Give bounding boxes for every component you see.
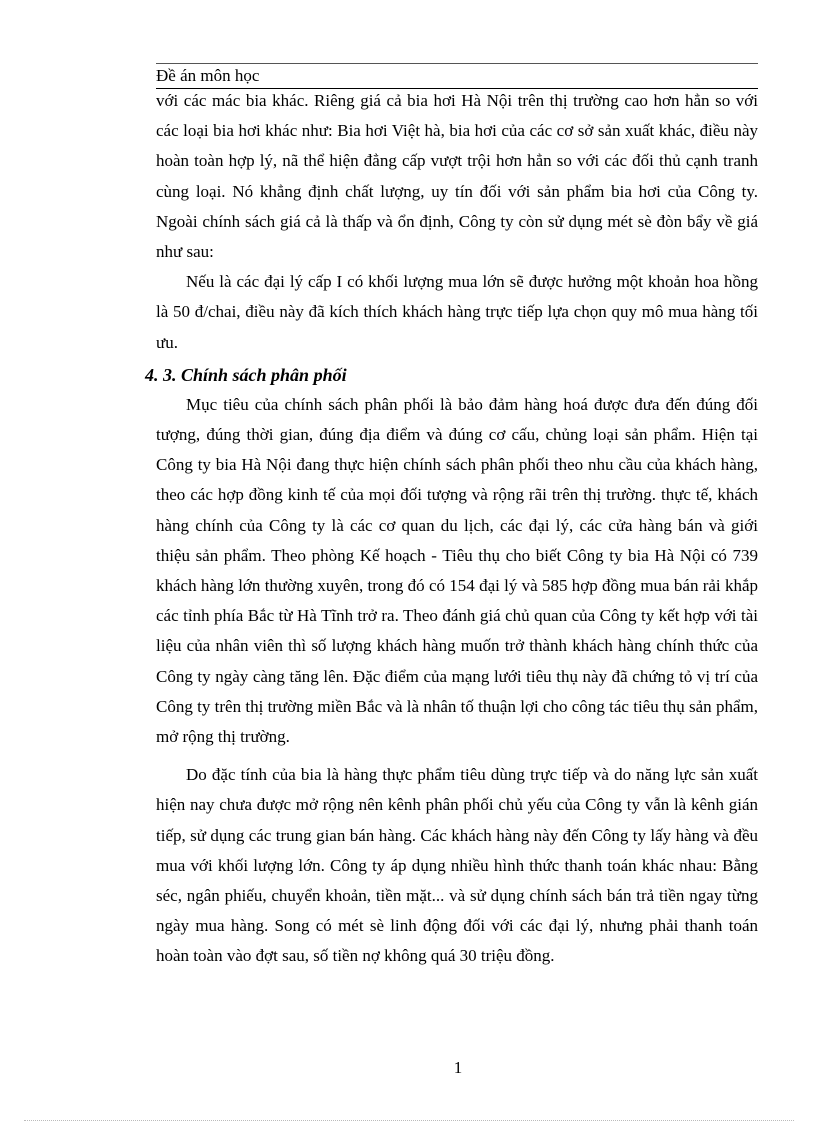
section-heading-distribution-policy: 4. 3. Chính sách phân phối (145, 364, 347, 385)
paragraph-distribution-channels: Do đặc tính của bia là hàng thực phẩm tiêu dùng trực tiếp và do năng lực sản xuất hiện nay chưa được mở rộng nên kênh phân phối chủ yếu của Công ty vẫn là kênh gián tiếp, sử dụng các trung gian bán hàng. Các khách hàng này đến Công ty lấy hàng và đều mua với khối lượng lớn. Công ty áp dụng nhiều hình thức thanh toán khác nhau: Bằng séc, ngân phiếu, chuyển khoản, tiền mặt... và sử dụng chính sách bán trả tiền ngay từng ngày mua hàng. Song có mét sè linh động đối với các đại lý, nhưng phải thanh toán hoàn toàn vào đợt sau, số tiền nợ không quá 30 triệu đồng. (156, 765, 758, 966)
page-bottom-rule (24, 1120, 794, 1121)
header-rule-top (156, 63, 758, 64)
header-title: Đề án môn học (156, 66, 260, 85)
paragraph-pricing-continued: với các mác bia khác. Riêng giá cả bia hơi Hà Nội trên thị trường cao hơn hẳn so với các loại bia hơi khác như: Bia hơi Việt hà, bia hơi của các cơ sở sản xuất khác, điều này hoàn toàn hợp lý, nã thể hiện đẳng cấp vượt trội hơn hẳn so với các đối thủ cạnh tranh cùng loại. Nó khẳng định chất lượng, uy tín đối với sản phẩm bia hơi của Công ty. Ngoài chính sách giá cả là thấp và ổn định, Công ty còn sử dụng mét sè đòn bẩy về giá như sau: (156, 91, 758, 262)
page-number: 1 (453, 1058, 463, 1077)
paragraph-commission: Nếu là các đại lý cấp I có khối lượng mua lớn sẽ được hưởng một khoản hoa hồng là 50 đ/chai, điều này đã kích thích khách hàng trực tiếp lựa chọn quy mô mua hàng tối ưu. (156, 272, 758, 352)
paragraph-distribution-goal: Mục tiêu của chính sách phân phối là bảo đảm hàng hoá được đưa đến đúng đối tượng, đúng thời gian, đúng địa điểm và đúng cơ cấu, chủng loại sản phẩm. Hiện tại Công ty bia Hà Nội đang thực hiện chính sách phân phối theo nhu cầu của khách hàng, theo các hợp đồng kinh tế của mọi đối tượng và rộng rãi trên thị trường. thực tế, khách hàng chính của Công ty là các cơ quan du lịch, các đại lý, các cửa hàng bán và giới thiệu sản phẩm. Theo phòng Kế hoạch - Tiêu thụ cho biết Công ty bia Hà Nội có 739 khách hàng lớn thường xuyên, trong đó có 154 đại lý và 585 hợp đồng mua bán rải khắp các tỉnh phía Bắc từ Hà Tĩnh trở ra. Theo đánh giá chủ quan của Công ty kết hợp với tài liệu của nhân viên thì số lượng khách hàng muốn trở thành khách hàng chính thức của Công ty ngày càng tăng lên. Đặc điểm của mạng lưới tiêu thụ này đã chứng tỏ vị trí của Công ty trên thị trường miền Bắc và là nhân tố thuận lợi cho công tác tiêu thụ sản phẩm, mở rộng thị trường. (156, 394, 758, 747)
document-body (145, 86, 758, 972)
page-header (156, 66, 756, 86)
